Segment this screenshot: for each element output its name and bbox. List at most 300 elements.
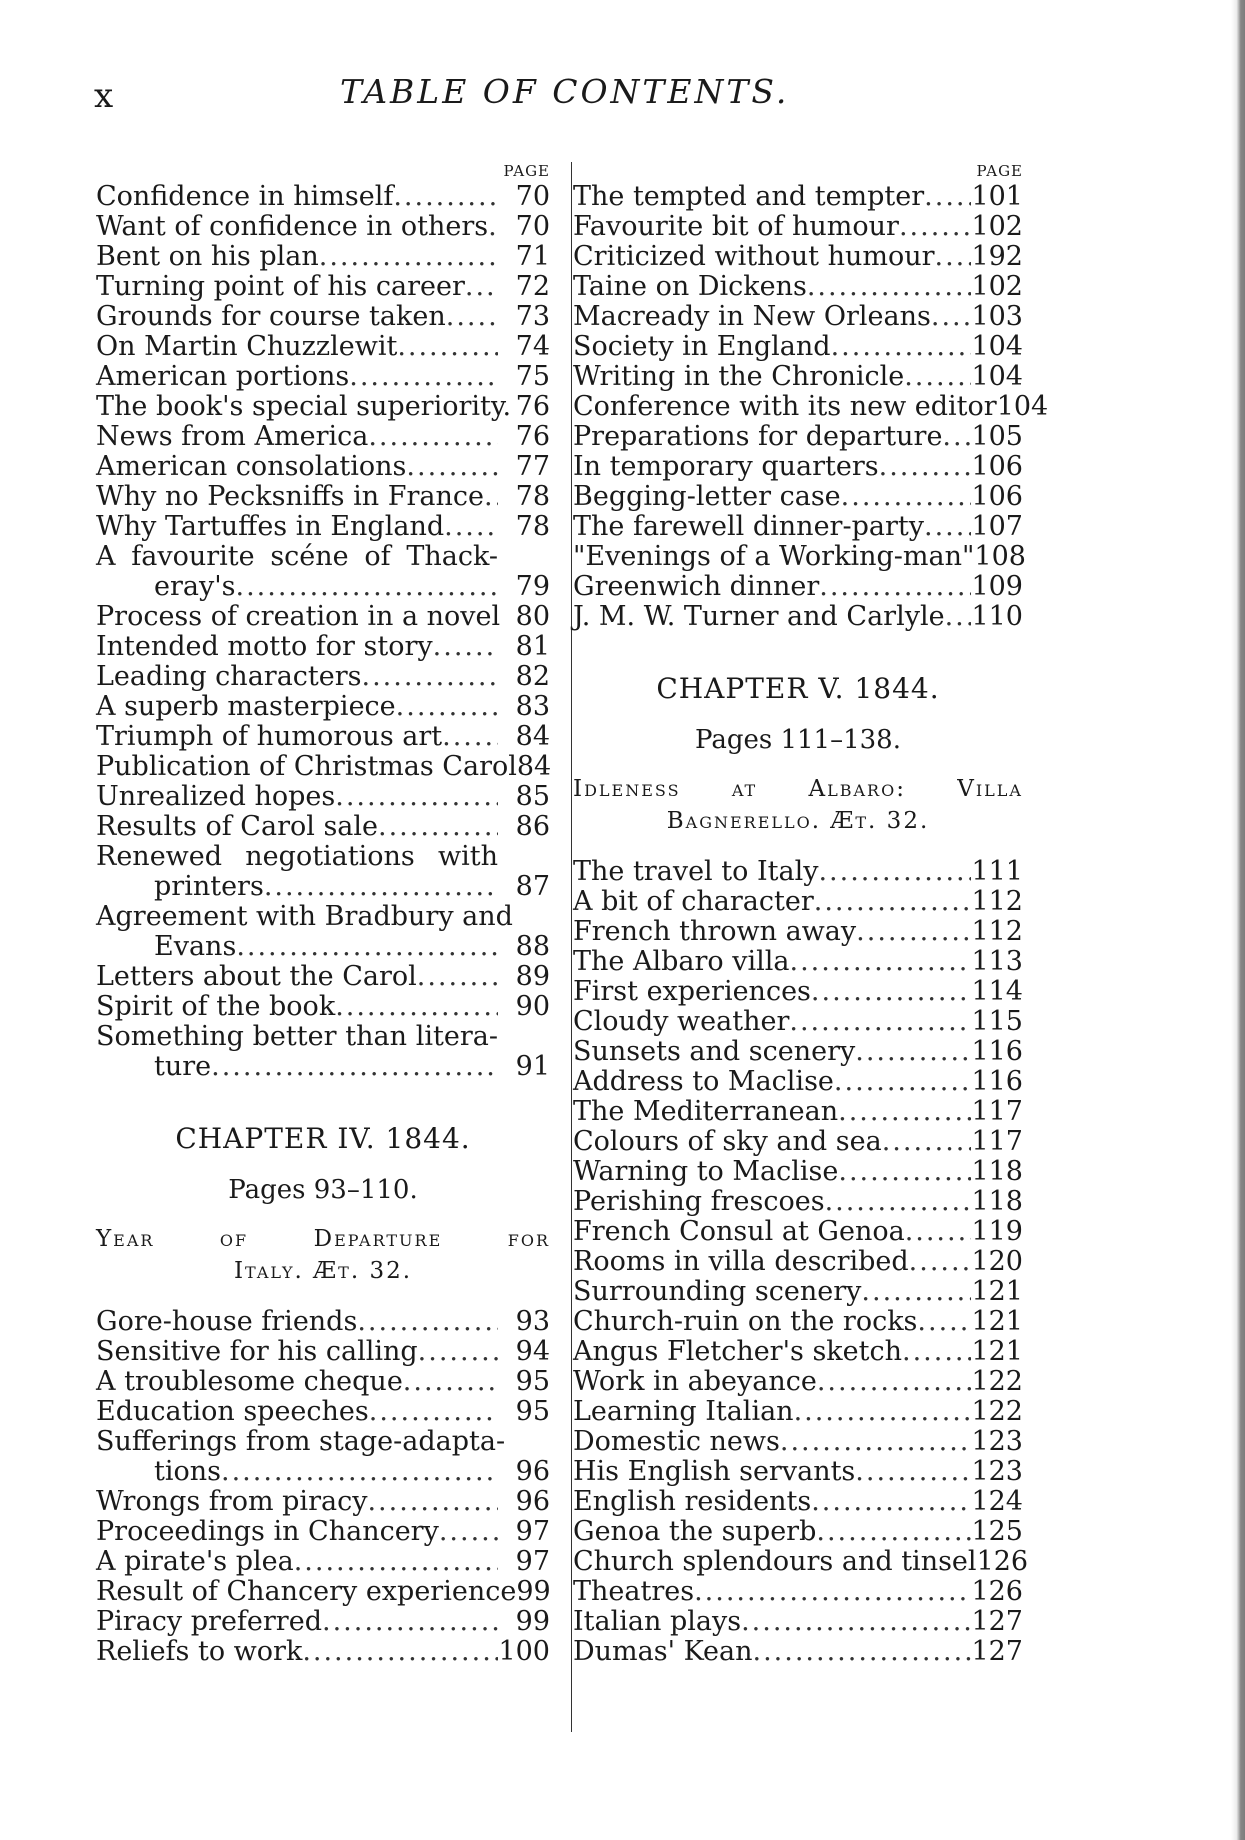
toc-entry-page: 99	[515, 1606, 550, 1637]
toc-entry-text: Sunsets and scenery	[573, 1036, 856, 1067]
toc-entry-text: Church splendours and tinsel	[573, 1546, 977, 1577]
toc-entry-page: 109	[971, 571, 1023, 602]
leader-dots	[924, 512, 971, 542]
toc-entry	[573, 857, 1023, 887]
leader-dots	[789, 1007, 971, 1037]
leader-dots	[211, 1052, 498, 1082]
toc-entry-page: 105	[971, 421, 1023, 452]
leader-dots	[484, 482, 498, 512]
toc-entry	[96, 632, 550, 662]
toc-entry-page: 91	[515, 1051, 550, 1082]
toc-entry-page: 73	[515, 301, 550, 332]
toc-entry-page: 74	[515, 331, 550, 362]
right-column	[573, 160, 1049, 1667]
toc-entry-text: Why Tartuffes in England	[96, 511, 445, 542]
toc-entry-page: 125	[971, 1516, 1023, 1547]
toc-list	[573, 181, 1049, 632]
toc-entry	[96, 602, 550, 632]
toc-entry-text: A pirate's plea	[96, 1546, 294, 1577]
toc-entry-page: 122	[971, 1396, 1023, 1427]
toc-entry-page: 107	[971, 511, 1023, 542]
leader-dots	[349, 362, 498, 392]
toc-entry-text: Taine on Dickens	[573, 271, 807, 302]
leader-dots	[838, 1157, 971, 1187]
toc-entry-page: 114	[971, 976, 1023, 1007]
toc-entry-text: Confidence in himself	[96, 181, 394, 212]
toc-entry	[96, 392, 550, 422]
toc-entry-page: 104	[996, 391, 1049, 422]
toc-entry-text: American portions	[96, 361, 350, 392]
toc-entry-text: Greenwich dinner	[573, 571, 820, 602]
toc-entry	[573, 1517, 1023, 1547]
toc-entry	[573, 302, 1023, 332]
toc-entry-page: 106	[971, 481, 1023, 512]
leader-dots	[855, 1037, 971, 1067]
leader-dots	[902, 1337, 971, 1367]
leader-dots	[741, 1607, 971, 1637]
leader-dots	[905, 1217, 971, 1247]
toc-entry-text: Letters about the Carol	[96, 961, 417, 992]
toc-entry-text: ture	[154, 1051, 212, 1082]
leader-dots	[904, 362, 971, 392]
toc-entry-page: 78	[515, 511, 550, 542]
toc-entry	[96, 1337, 550, 1367]
toc-entry-text: Unrealized hopes	[96, 781, 336, 812]
toc-entry	[573, 1607, 1023, 1637]
toc-entry-page: 116	[971, 1036, 1023, 1067]
toc-entry-text: The book's special superiority.	[96, 391, 512, 422]
page-column-label: PAGE	[976, 162, 1023, 180]
toc-entry-page: 96	[515, 1456, 550, 1487]
toc-entry	[573, 452, 1023, 482]
toc-entry	[573, 1427, 1023, 1457]
toc-entry-page: 127	[971, 1636, 1023, 1667]
toc-entry	[96, 1367, 550, 1397]
leader-dots	[417, 962, 498, 992]
toc-entry-page: 79	[515, 571, 550, 602]
toc-entry-page: 70	[515, 211, 550, 242]
chapter-pages-range: Pages 111–138.	[695, 725, 901, 755]
toc-entry-page: 110	[971, 601, 1023, 632]
toc-entry-text: Preparations for departure	[573, 421, 943, 452]
toc-entry-text: Cloudy weather	[573, 1006, 790, 1037]
toc-entry	[573, 572, 1023, 602]
toc-entry	[573, 1007, 1023, 1037]
leader-dots	[264, 872, 498, 902]
toc-entry-text: Agreement with Bradbury and	[96, 901, 513, 932]
toc-entry-text: Spirit of the book	[96, 991, 336, 1022]
leader-dots	[942, 422, 971, 452]
leader-dots	[879, 452, 971, 482]
toc-entry-text: Evans	[154, 931, 237, 962]
toc-entry	[573, 887, 1023, 917]
leader-dots	[753, 1637, 971, 1667]
toc-entry-text: Why no Pecksniffs in France	[96, 481, 484, 512]
toc-entry-page: 118	[971, 1186, 1023, 1217]
toc-entry	[573, 1337, 1023, 1367]
toc-entry-text: printers	[154, 871, 264, 902]
toc-entry-page: 77	[515, 451, 550, 482]
toc-entry-page: 83	[515, 691, 550, 722]
leader-dots	[831, 332, 971, 362]
toc-entry-text: French thrown away	[573, 916, 857, 947]
leader-dots	[433, 632, 498, 662]
toc-entry-text: J. M. W. Turner and Carlyle	[573, 601, 945, 632]
leader-dots	[814, 887, 971, 917]
toc-entry	[573, 1546, 1029, 1577]
leader-dots	[302, 1637, 498, 1667]
leader-dots	[367, 1487, 498, 1517]
toc-entry-page: 93	[515, 1306, 550, 1337]
toc-entry	[573, 1307, 1023, 1337]
toc-entry-page: 122	[971, 1366, 1023, 1397]
leader-dots	[856, 917, 971, 947]
toc-entry-page: 80	[515, 601, 550, 632]
toc-entry	[96, 332, 550, 362]
toc-entry-text: Sufferings from stage-adapta-	[96, 1426, 506, 1457]
toc-entry-text: Something better than litera-	[96, 1021, 498, 1052]
toc-entry	[96, 1577, 550, 1607]
toc-entry-page: 112	[971, 886, 1023, 917]
leader-dots	[855, 1457, 971, 1487]
toc-entry	[96, 722, 550, 752]
toc-entry-page: 101	[971, 181, 1023, 212]
toc-entry-page: 123	[971, 1426, 1023, 1457]
column-divider	[571, 162, 572, 1732]
toc-entry-page: 102	[971, 271, 1023, 302]
toc-entry-text: The Albaro villa	[573, 946, 790, 977]
toc-entry	[96, 272, 550, 302]
page-edge-shadow	[1231, 0, 1245, 1840]
toc-entry-text: Work in abeyance	[573, 1366, 817, 1397]
toc-entry	[96, 1487, 550, 1517]
toc-entry-text: Results of Carol sale	[96, 811, 379, 842]
toc-entry-text: Result of Chancery experience	[96, 1576, 517, 1607]
leader-dots	[444, 512, 498, 542]
toc-entry-page: 86	[515, 811, 550, 842]
toc-entry	[96, 1637, 550, 1667]
leader-dots	[465, 272, 498, 302]
toc-entry-page: 121	[971, 1306, 1023, 1337]
toc-entry	[573, 1637, 1023, 1667]
toc-entry-text: Turning point of his career	[96, 271, 465, 302]
toc-entry-page: 89	[515, 961, 550, 992]
toc-entry-page: 104	[971, 331, 1023, 362]
toc-entry	[96, 992, 550, 1022]
leader-dots	[899, 212, 971, 242]
toc-entry	[573, 272, 1023, 302]
leader-dots	[917, 1307, 971, 1337]
toc-entry-text: Criticized without humour	[573, 241, 935, 272]
toc-entry-text: Learning Italian	[573, 1396, 794, 1427]
toc-entry-text: Intended motto for story	[96, 631, 433, 662]
leader-dots	[369, 1397, 498, 1427]
leader-dots	[882, 1127, 971, 1157]
chapter-title	[96, 1223, 550, 1287]
toc-entry	[573, 362, 1023, 392]
toc-entry-page: 106	[971, 451, 1023, 482]
toc-entry-text: Proceedings in Chancery	[96, 1516, 439, 1547]
toc-entry-text: Gore-house friends	[96, 1306, 358, 1337]
toc-entry	[573, 1277, 1023, 1307]
toc-entry-text: Writing in the Chronicle	[573, 361, 905, 392]
toc-entry	[96, 182, 550, 212]
toc-entry-page: 104	[971, 361, 1023, 392]
toc-entry	[96, 1607, 550, 1637]
toc-entry-page: 111	[971, 856, 1023, 887]
toc-entry	[96, 962, 550, 992]
toc-entry	[96, 812, 550, 842]
leader-dots	[780, 1427, 971, 1457]
toc-list	[96, 182, 550, 1082]
leader-dots	[838, 1097, 971, 1127]
toc-entry	[573, 1067, 1023, 1097]
leader-dots	[861, 1277, 971, 1307]
toc-entry-text: Address to Maclise	[573, 1066, 834, 1097]
toc-entry-text: Italian plays	[573, 1606, 742, 1637]
toc-list	[573, 856, 1029, 1667]
toc-entry-text: Want of confidence in others	[96, 211, 489, 242]
toc-entry-page: 103	[971, 301, 1023, 332]
leader-dots	[236, 932, 498, 962]
toc-entry-text: Reliefs to work	[96, 1636, 303, 1667]
toc-entry-text: Surrounding scenery	[573, 1276, 862, 1307]
toc-entry-text: eray's	[154, 571, 236, 602]
toc-entry	[96, 542, 550, 602]
toc-entry	[96, 842, 550, 902]
toc-entry-text: A superb masterpiece	[96, 691, 396, 722]
toc-entry	[573, 917, 1023, 947]
leader-dots	[397, 332, 498, 362]
leader-dots	[811, 977, 971, 1007]
toc-entry-text: Sensitive for his calling	[96, 1336, 418, 1367]
toc-entry-text: tions	[154, 1456, 221, 1487]
toc-entry	[573, 332, 1023, 362]
toc-entry-text: Conference with its new editor	[573, 391, 997, 422]
toc-entry	[96, 782, 550, 812]
leader-dots	[834, 1067, 971, 1097]
leader-dots	[221, 1457, 498, 1487]
leader-dots	[818, 857, 971, 887]
toc-entry-text: "Evenings of a Working-man"	[573, 541, 975, 572]
leader-dots	[816, 1517, 971, 1547]
toc-entry	[573, 977, 1023, 1007]
toc-entry	[573, 1247, 1023, 1277]
toc-entry-text: The travel to Italy	[573, 856, 819, 887]
toc-entry	[573, 422, 1023, 452]
toc-entry	[573, 482, 1023, 512]
leader-dots	[909, 1247, 971, 1277]
toc-entry	[96, 452, 550, 482]
toc-entry-page: 100	[498, 1636, 550, 1667]
toc-entry-text: The tempted and tempter	[573, 181, 925, 212]
toc-entry-text: Begging-letter case	[573, 481, 841, 512]
leader-dots	[403, 1367, 498, 1397]
chapter-title-line: Year of Departure for	[96, 1226, 550, 1252]
toc-entry	[96, 1547, 550, 1577]
chapter-title-line: Bagnerello. Æt. 32.	[666, 808, 930, 834]
toc-entry-text: American consolations	[96, 451, 407, 482]
leader-dots	[825, 1187, 971, 1217]
toc-entry-page: 84	[515, 721, 550, 752]
toc-entry-text: Grounds for course taken	[96, 301, 446, 332]
toc-entry-text: Macready in New Orleans	[573, 301, 931, 332]
leader-dots	[393, 182, 498, 212]
leader-dots	[935, 242, 971, 272]
toc-entry-text: A favourite scéne of Thack-	[96, 541, 498, 572]
toc-entry	[573, 947, 1023, 977]
toc-entry-text: Society in England	[573, 331, 831, 362]
toc-entry-page: 76	[515, 421, 550, 452]
toc-entry	[96, 662, 550, 692]
leader-dots	[841, 482, 971, 512]
leader-dots	[368, 422, 498, 452]
toc-entry	[573, 602, 1023, 632]
toc-entry-text: Angus Fletcher's sketch	[573, 1336, 903, 1367]
toc-entry-text: Favourite bit of humour	[573, 211, 899, 242]
leader-dots	[406, 452, 498, 482]
toc-entry-page: 117	[971, 1126, 1023, 1157]
toc-entry	[96, 302, 550, 332]
toc-entry-page: 124	[971, 1486, 1023, 1517]
leader-dots	[335, 992, 498, 1022]
toc-entry-page: 94	[515, 1336, 550, 1367]
toc-entry-page: 121	[971, 1336, 1023, 1367]
toc-entry	[573, 391, 1049, 422]
toc-entry-page: 119	[971, 1216, 1023, 1247]
toc-entry	[96, 1022, 550, 1082]
toc-entry-page: 84	[516, 751, 552, 782]
toc-entry-text: The Mediterranean	[573, 1096, 839, 1127]
toc-entry-page: 108	[974, 541, 1026, 572]
leader-dots	[694, 1577, 971, 1607]
leader-dots	[931, 302, 971, 332]
toc-entry	[573, 1487, 1023, 1517]
toc-entry	[573, 1157, 1023, 1187]
leader-dots	[335, 782, 498, 812]
toc-entry-text: French Consul at Genoa	[573, 1216, 905, 1247]
leader-dots	[378, 812, 498, 842]
toc-entry-page: 81	[515, 631, 550, 662]
toc-entry-page: 76	[515, 391, 550, 422]
toc-entry-page: 95	[515, 1396, 550, 1427]
toc-entry-text: Wrongs from piracy	[96, 1486, 368, 1517]
toc-entry	[96, 422, 550, 452]
toc-entry-text: His English servants	[573, 1456, 856, 1487]
toc-list	[96, 1307, 550, 1667]
toc-entry-text: Renewed negotiations with	[96, 841, 498, 872]
chapter-title-line: Italy. Æt. 32.	[233, 1258, 413, 1284]
toc-entry-page: 117	[971, 1096, 1023, 1127]
toc-entry-page: 70	[515, 181, 550, 212]
toc-entry	[573, 182, 1023, 212]
toc-entry-text: Rooms in villa described	[573, 1246, 909, 1277]
toc-entry-page: 71	[515, 241, 550, 272]
toc-entry-page: 115	[971, 1006, 1023, 1037]
left-column	[96, 160, 550, 1667]
toc-entry-text: Piracy preferred	[96, 1606, 322, 1637]
chapter-heading: CHAPTER IV. 1844.	[175, 1122, 471, 1155]
leader-dots	[811, 1487, 971, 1517]
toc-entry-page: 116	[971, 1066, 1023, 1097]
toc-entry-text: Theatres	[573, 1576, 695, 1607]
leader-dots	[945, 602, 971, 632]
toc-entry-text: Warning to Maclise	[573, 1156, 839, 1187]
toc-entry-page: 121	[971, 1276, 1023, 1307]
toc-entry	[573, 212, 1023, 242]
toc-entry	[96, 1397, 550, 1427]
toc-entry-text: Bent on his plan	[96, 241, 319, 272]
toc-entry-page: 75	[515, 361, 550, 392]
leader-dots	[488, 212, 498, 242]
leader-dots	[807, 272, 971, 302]
toc-entry	[573, 1367, 1023, 1397]
toc-entry-text: Process of creation in a novel	[96, 601, 501, 632]
toc-entry	[96, 692, 550, 722]
toc-entry-page: 88	[515, 931, 550, 962]
chapter-title-line: Idleness at Albaro: Villa	[573, 776, 1023, 802]
toc-entry	[96, 212, 550, 242]
toc-entry	[96, 902, 550, 962]
toc-entry	[96, 482, 550, 512]
toc-entry	[96, 242, 550, 272]
toc-entry-text: Genoa the superb	[573, 1516, 817, 1547]
toc-entry-page: 126	[971, 1576, 1023, 1607]
leader-dots	[357, 1307, 498, 1337]
toc-entry-text: On Martin Chuzzlewit	[96, 331, 398, 362]
page-number: x	[94, 76, 114, 116]
leader-dots	[924, 182, 971, 212]
toc-entry	[573, 1187, 1023, 1217]
toc-entry-page: 120	[971, 1246, 1023, 1277]
toc-entry	[573, 512, 1023, 542]
toc-entry-text: Perishing frescoes	[573, 1186, 825, 1217]
toc-entry-text: Leading characters	[96, 661, 362, 692]
toc-entry	[96, 362, 550, 392]
toc-entry	[573, 242, 1023, 272]
toc-entry	[573, 1397, 1023, 1427]
toc-entry-text: Education speeches	[96, 1396, 369, 1427]
leader-dots	[236, 572, 498, 602]
toc-entry-text: Dumas' Kean	[573, 1636, 753, 1667]
toc-entry-page: 97	[515, 1516, 550, 1547]
toc-entry-page: 99	[516, 1576, 551, 1607]
toc-entry-text: English residents	[573, 1486, 812, 1517]
chapter-pages-range: Pages 93–110.	[228, 1175, 418, 1205]
leader-dots	[362, 662, 498, 692]
toc-entry-page: 78	[515, 481, 550, 512]
toc-entry	[573, 1037, 1023, 1067]
leader-dots	[817, 1367, 971, 1397]
toc-entry-text: Publication of Christmas Carol	[96, 751, 517, 782]
toc-entry	[573, 1097, 1023, 1127]
toc-entry-text: A troublesome cheque	[96, 1366, 403, 1397]
toc-entry-text: The farewell dinner-party	[573, 511, 924, 542]
toc-entry	[96, 512, 550, 542]
leader-dots	[294, 1547, 498, 1577]
toc-entry-text: News from America	[96, 421, 369, 452]
leader-dots	[322, 1607, 498, 1637]
toc-entry-text: Colours of sky and sea	[573, 1126, 882, 1157]
toc-entry	[573, 1577, 1023, 1607]
toc-entry-text: A bit of character	[573, 886, 814, 917]
toc-entry	[96, 1517, 550, 1547]
toc-entry-page: 95	[515, 1366, 550, 1397]
toc-entry-page: 126	[976, 1546, 1029, 1577]
leader-dots	[446, 302, 498, 332]
toc-entry-text: First experiences	[573, 976, 811, 1007]
toc-entry-page: 102	[971, 211, 1023, 242]
